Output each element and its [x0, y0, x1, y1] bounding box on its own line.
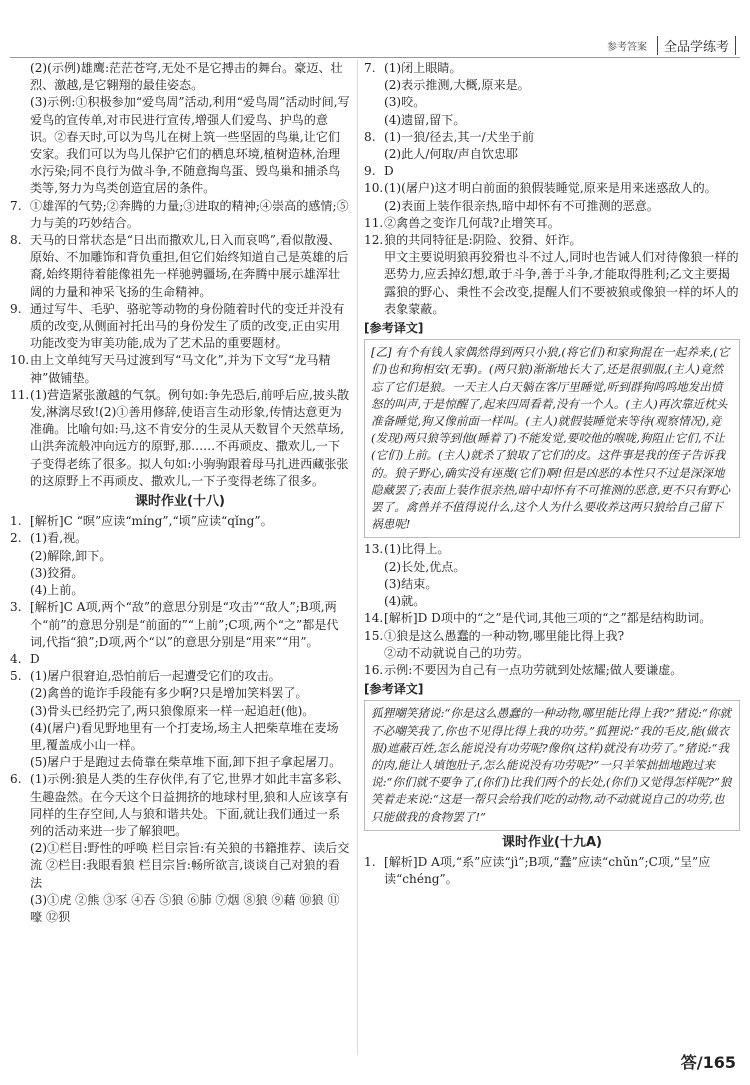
answer-text: (4)上前。 — [30, 583, 84, 598]
page-header — [607, 36, 736, 55]
answer-item — [10, 720, 350, 754]
answer-item — [364, 854, 740, 888]
answer-number: 15. — [364, 628, 384, 643]
answer-item — [364, 77, 740, 94]
answer-text: D — [384, 164, 394, 179]
answer-text: (1)一狼/径去,其一/犬坐于前 — [384, 129, 535, 144]
answer-text: (3)狡猾。 — [30, 565, 84, 580]
answer-item — [10, 198, 350, 232]
answer-text: (4)遗留,留下。 — [384, 112, 466, 127]
answer-text: (4)就。 — [384, 594, 426, 609]
answer-item — [10, 352, 350, 386]
answer-number: 9. — [10, 301, 22, 316]
answer-text: [解析]C A项,两个“敌”的意思分别是“攻击”“敌人”;B项,两个“前”的意思分别是“前面的”“上前”;C项,两个“之”都是代词,代指“狼”;D项,两个“以”的意思分别是“用来”“用”。 — [30, 600, 339, 649]
answer-number: 7. — [364, 61, 376, 75]
answer-text: 通过写牛、毛驴、骆驼等动物的身份随着时代的变迁并没有质的改变,从侧面衬托出马的身份发生了质的改变,正由实用功能改变为审美功能,成为了艺术品的重要题材。 — [30, 301, 345, 351]
answer-text: (1)(屠户)这才明白前面的狼假装睡觉,原来是用来迷惑敌人的。 — [384, 181, 717, 196]
answer-item — [10, 301, 350, 353]
answer-item — [10, 754, 350, 771]
answer-number: 12. — [364, 233, 384, 248]
answer-item — [10, 513, 350, 530]
translation-block-2: 狐狸嘲笑猪说:“你是这么愚蠢的一种动物,哪里能比得上我?”猪说:“你就不必嘲笑我了,你也不见得比得上我的功劳。”狐狸说:“我的毛皮,能(做衣服)遮蔽百姓,怎么能说没有功劳呢?像你(这样)就没有功劳了。”猪说:“我的肉,能让人填饱肚子,怎么能说没有功劳呢?”一只羊笨拙拙地跑过来说:“你们就不要争了,(你们)比我们两个的长处,(你们)又觉得怎样呢?”狼笑着走来说:“这是一帮只会给我们吃的动物,动不动就说自己的功劳,也只能做我的食物罢了!” — [364, 700, 740, 830]
answer-number: 1. — [364, 854, 376, 869]
answer-item — [10, 548, 350, 565]
answer-number: 6. — [10, 772, 22, 787]
answer-text: (2)解除,卸下。 — [30, 548, 112, 563]
answer-number: 5. — [10, 669, 22, 684]
answer-item — [364, 215, 740, 232]
answer-item — [364, 129, 740, 146]
answer-text: 甲文主要说明狼再狡猾也斗不过人,同时也告诫人们对待像狼一样的恶势力,应丢掉幻想,敢于斗争,善于斗争,才能取得胜利;乙文主要揭露狼的野心、秉性不会改变,提醒人们不要被狼或像狼一样的坏人的表象蒙蔽。 — [384, 250, 739, 316]
answer-text: (2)①栏目:野性的呼唤 栏目宗旨:有关狼的书籍推荐、读后交流 ②栏目:我眼看狼 栏目宗旨:畅所欲言,谈谈自己对狼的看法 — [30, 841, 350, 890]
answer-number: 13. — [364, 542, 384, 557]
answer-item — [10, 703, 350, 720]
answer-text: (1)看,视。 — [30, 531, 88, 546]
translation-heading-2: [参考译文] — [364, 682, 424, 697]
answer-text: 天马的日常状态是“日出而撒欢儿,日入而哀鸣”,看似散漫、原始、不加雕饰和背负重担,但它们始终知道自己是英雄的后裔,始终期待着能像祖先一样驰骋疆场,在奔腾中展示雄浑壮阔的力量和神采飞扬的生命精神。 — [30, 233, 349, 299]
answer-text: [解析]D D项中的“之”是代词,其他三项的“之”都是结构助词。 — [384, 611, 712, 626]
answer-number: 10. — [364, 181, 384, 196]
header-brand: 全品学练考 — [657, 36, 736, 55]
answer-number: 2. — [10, 531, 22, 546]
answer-text: 由上文单纯写天马过渡到写“马文化”,并为下文写“龙马精神”做铺垫。 — [30, 353, 331, 385]
answer-text: ②动不动就说自己的功劳。 — [384, 645, 530, 660]
answer-text: (3)结束。 — [384, 576, 438, 591]
answer-number: 8. — [364, 129, 376, 144]
answer-text: 狼的共同特征是:阴险、狡猾、奸诈。 — [384, 233, 582, 248]
answer-text: (2)此人/何取/声自饮忠耶 — [384, 147, 519, 162]
answer-number: 11. — [364, 215, 384, 230]
translation-block-1: [乙] 有个有钱人家偶然得到两只小狼,(将它们)和家狗混在一起养来,(它们)也和狗相安(无事)。(两只狼)渐渐地长大了,还是很驯服,(主人)竟然忘了它们是狼。一天主人白天躺在客厅里睡觉,听到群狗呜呜地发出愤怒的叫声,于是惊醒了,起来四周看着,没有一个人。(主人)再次靠近枕头准备睡觉,狗又像前面一样叫。(主人)就假装睡觉来等待(观察情况),竟(发现)两只狼等到他(睡着了)不能发觉,要咬他的喉咙,狗阻止它们,不让(它们)上前。(主人)就杀了狼取了它们的皮。这件事是我的侄子告诉我的。狼子野心,确实没有诬蔑(它们)啊!但是凶恶的本性只不过是深深地隐藏罢了;表面上装作很亲热,暗中却怀有不可推测的恶意,更不只有野心罢了。禽兽并不值得说什么,这个人为什么要收养这两只狼给自己留下祸患呢! — [364, 339, 740, 538]
answer-item — [364, 163, 740, 180]
answer-text: (2)长处,优点。 — [384, 559, 466, 574]
answer-item — [364, 541, 740, 558]
answer-item — [10, 668, 350, 685]
answer-item — [10, 651, 350, 668]
answer-item — [10, 599, 350, 651]
answer-number: 10. — [10, 353, 30, 368]
answer-number: 1. — [10, 514, 22, 529]
answer-item — [364, 60, 740, 77]
answer-item — [10, 94, 350, 197]
header-rule — [10, 57, 740, 58]
answer-number: 3. — [10, 600, 22, 615]
answer-text: (1)营造紧张激越的气氛。例句如:争先恐后,前呼后应,披头散发,淋漓尽致!(2)①善用修辞,使语言生动形象,传情达意更为准确。比喻句如:马,这不肯安分的生灵从天数冒个天然草场,山洪奔流般冲向远方的原野,那……不再顽皮、撒欢儿,一下子变得老练了很多。拟人句如:小驹驹跟着母马扎进西藏张张的这原野上不再顽皮、撒欢儿,一下子变得老练了很多。 — [30, 387, 350, 488]
answer-text: [解析]C “暝”应读“míng”,“顷”应读“qǐng”。 — [30, 514, 273, 529]
answer-text: (2)表示推测,大概,原来是。 — [384, 78, 530, 93]
answer-text: ①狼是这么愚蠢的一种动物,哪里能比得上我? — [384, 628, 625, 643]
right-column — [364, 60, 740, 888]
answer-text: ②禽兽之变诈几何哉?止增笑耳。 — [384, 215, 560, 230]
answer-text: (5)屠户于是跑过去倚靠在柴草堆下面,卸下担子拿起屠刀。 — [30, 755, 342, 770]
answer-item — [10, 60, 350, 94]
answer-text: D — [30, 651, 40, 666]
answer-number: 11. — [10, 387, 30, 402]
left-column — [10, 60, 350, 926]
answer-text: (3)骨头已经扔完了,两只狼像原来一样一起追赶(他)。 — [30, 703, 315, 718]
answer-item — [364, 112, 740, 129]
answer-item — [10, 685, 350, 702]
answer-text: [解析]D A项,“系”应读“jì”;B项,“蠢”应读“chǔn”;C项,“呈”应读“chéng”。 — [384, 854, 711, 887]
answer-number: 14. — [364, 611, 384, 626]
answer-text: (1)闭上眼睛。 — [384, 61, 462, 75]
answer-text: (2)禽兽的诡诈手段能有多少啊?只是增加笑料罢了。 — [30, 686, 308, 701]
answer-text: (1)屠户很窘迫,恐怕前后一起遭受它们的攻击。 — [30, 669, 281, 684]
answer-item — [364, 198, 740, 215]
answer-text: ①雄浑的气势;②奔腾的力量;③进取的精神;④崇高的感情;⑤力与美的巧妙结合。 — [30, 198, 349, 230]
answer-text: (1)示例:狼是人类的生存伙伴,有了它,世界才如此丰富多彩、生趣盎然。在今天这个日益拥挤的地球村里,狼和人应该享有同样的生存空间,人与狼和谐共处。下面,就让我们通过一系列的活动来进一步了解狼吧。 — [30, 772, 350, 838]
header-small-label: 参考答案 — [606, 42, 647, 53]
answer-item — [10, 892, 350, 926]
answer-text: 示例:不要因为自己有一点功劳就到处炫耀;做人要谦虚。 — [384, 662, 683, 677]
answer-item — [10, 232, 350, 301]
answer-item — [364, 559, 740, 576]
answer-number: 16. — [364, 662, 384, 677]
answer-text: (3)咬。 — [384, 95, 426, 110]
section-title-18: 课时作业(十八) — [135, 494, 225, 510]
answer-item — [364, 249, 740, 318]
answer-item — [364, 576, 740, 593]
answer-item — [364, 232, 740, 249]
answer-number: 4. — [10, 651, 22, 666]
page-number: 答/165 — [680, 1053, 736, 1072]
answer-text: (4)(屠户)看见野地里有一个打麦场,场主人把柴草堆在麦场里,覆盖成小山一样。 — [30, 720, 339, 752]
answer-number: 9. — [364, 164, 376, 179]
answer-item — [364, 610, 740, 627]
answer-number: 7. — [10, 198, 22, 213]
answer-text: (2)(示例)雄鹰:茫茫苍穹,无处不是它搏击的舞台。豪迈、壮烈、激越,是它翱翔的最佳姿态。 — [30, 61, 343, 93]
answer-item — [10, 582, 350, 599]
answer-item — [364, 593, 740, 610]
answer-item — [364, 645, 740, 662]
answer-item — [364, 94, 740, 111]
answer-number: 8. — [10, 233, 22, 248]
answer-item — [364, 628, 740, 645]
answer-text: (1)比得上。 — [384, 542, 450, 557]
answer-item — [364, 662, 740, 679]
answer-item — [10, 565, 350, 582]
answer-item — [10, 387, 350, 490]
section-title-19a: 课时作业(十九A) — [502, 834, 602, 850]
translation-heading-1: [参考译文] — [364, 321, 424, 336]
answer-item — [364, 146, 740, 163]
answer-text: (3)示例:①积极参加“爱鸟周”活动,利用“爱鸟周”活动时间,写爱鸟的宣传单,对市民进行宣传,增强人们爱鸟、护鸟的意识。②春天时,可以为鸟儿在树上筑一些坚固的鸟巢,让它们安家。我们可以为鸟儿保护它们的栖息环境,植树造林,治理水污染;同不良行为做斗争,不随意掏鸟蛋、毁鸟巢和捕杀鸟类等,努力为鸟类创造宜居的条件。 — [30, 95, 350, 196]
column-divider — [357, 60, 358, 1055]
answer-item — [10, 530, 350, 547]
answer-item — [364, 180, 740, 197]
answer-item — [10, 840, 350, 892]
answer-text: (3)①虎 ②熊 ③豕 ④吞 ⑤狼 ⑥肺 ⑦烟 ⑧狼 ⑨藉 ⑩狼 ⑪嚎 ⑫狈 — [30, 892, 340, 924]
answer-item — [10, 771, 350, 840]
answer-text: (2)表面上装作很亲热,暗中却怀有不可推测的恶意。 — [384, 198, 659, 213]
